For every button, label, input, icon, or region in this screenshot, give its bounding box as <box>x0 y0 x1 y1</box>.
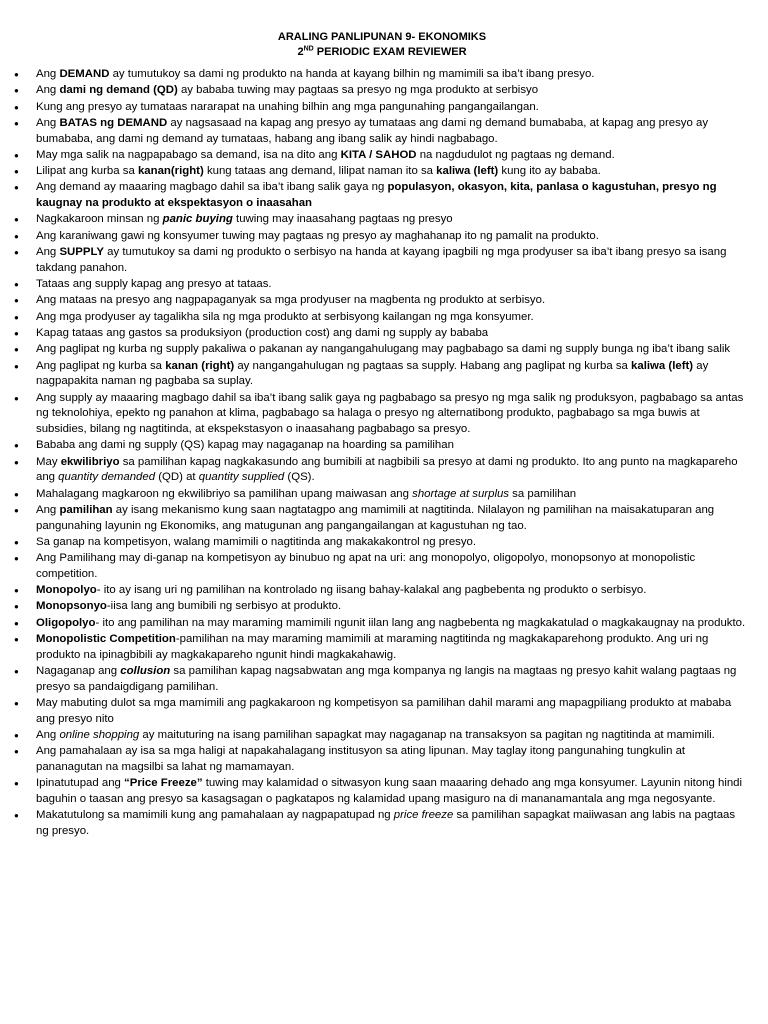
emphasized-text: pamilihan <box>59 503 113 516</box>
item-text: - ito ang pamilihan na may maraming mamimili ngunit iilan lang ang nagbebenta ng magkakatulad o magkakaugnay na produkto. <box>95 616 746 629</box>
list-item <box>14 245 750 276</box>
item-text: tuwing may inaasahang pagtaas ng presyo <box>232 213 453 226</box>
item-text: Lilipat ang kurba sa <box>36 165 138 178</box>
emphasized-text: quantity supplied <box>198 471 285 484</box>
item-text: -pamilihan na may maraming mamimili at maraming nagtitinda ng magkakaparehong produkto. Ang uri ng produkto na ipinagbibili ay magkakapareho ngunit hindi magkakahawig. <box>36 633 709 661</box>
list-item <box>14 551 750 582</box>
list-item <box>14 696 750 727</box>
item-text: Nagaganap ang <box>36 665 121 678</box>
item-text: Ang pamahalaan ay isa sa mga haligi at napakahalagang institusyon sa ating lipunan. May taglay itong pangunahing tungkulin at pananagutan na magsilbi sa lahat ng mamamayan. <box>36 745 686 774</box>
list-item <box>14 728 750 744</box>
list-item <box>14 326 750 342</box>
item-text: Ang <box>36 68 60 80</box>
item-text: (QS). <box>284 471 315 484</box>
emphasized-text: price freeze <box>393 809 454 822</box>
item-text: ay nangangahulugan ng pagtaas sa supply. Habang ang paglipat ng kurba sa <box>234 359 632 372</box>
list-item <box>14 455 750 486</box>
list-item <box>14 632 750 663</box>
document-header <box>14 30 750 60</box>
item-text: kung tataas ang demand, lilipat naman ito sa <box>203 165 437 178</box>
list-item <box>14 100 750 116</box>
emphasized-text: Monopsonyo <box>36 600 107 613</box>
item-text: ay maituturing na isang pamilihan sapagkat may nagaganap na transaksyon sa pagitan ng nagtitinda at mamimili. <box>139 729 715 742</box>
emphasized-text: SUPPLY <box>59 246 104 259</box>
list-item <box>14 616 750 632</box>
item-text: Ang <box>36 503 60 516</box>
list-item <box>14 744 750 775</box>
item-text: sa pamilihan sapagkat maiiwasan ang labis na pagtaas ng presyo. <box>36 809 736 838</box>
list-item <box>14 310 750 326</box>
item-text: ay nagpapakita naman ng pagbaba sa suplay. <box>36 359 709 388</box>
list-item <box>14 293 750 309</box>
list-item <box>14 83 750 99</box>
list-item <box>14 164 750 180</box>
item-text: Ang paglipat ng kurba sa <box>36 359 166 372</box>
list-item <box>14 180 750 211</box>
emphasized-text: Monopolyo <box>36 584 97 597</box>
list-item <box>14 391 750 438</box>
item-text: kung ito ay bababa. <box>498 165 601 178</box>
emphasized-text: online shopping <box>59 729 140 742</box>
item-text: Tataas ang supply kapag ang presyo at tataas. <box>36 278 272 291</box>
list-item <box>14 148 750 164</box>
item-text: Mahalagang magkaroon ng ekwilibriyo sa pamilihan upang maiwasan ang <box>36 487 413 500</box>
document-title: ARALING PANLIPUNAN 9- EKONOMIKS <box>277 31 487 43</box>
item-text: Ang <box>36 116 60 129</box>
item-text: ay tumutukoy sa dami ng produkto o serbisyo na handa at kayang ipagbili ng mga prodyuser sa iba’t ibang presyo sa isang takdang panahon. <box>36 246 727 274</box>
subtitle-superscript: ND <box>303 45 314 53</box>
list-item <box>14 342 750 358</box>
item-text: tuwing may kalamidad o sitwasyon kung saan maaaring dehado ang mga konsyumer. Layunin nitong hindi baguhin o taasan ang presyo sa kasagsagan o pagkatapos ng kalamidad upang masiguro na di mananamantala ang mga negosyante. <box>36 777 743 806</box>
list-item <box>14 503 750 534</box>
emphasized-text: ekwilibriyo <box>60 455 120 468</box>
list-item <box>14 535 750 551</box>
item-text: Sa ganap na kompetisyon, walang mamimili o nagtitinda ang makakakontrol ng presyo. <box>36 535 477 548</box>
emphasized-text: KITA / SAHOD <box>340 148 417 161</box>
list-item <box>14 212 750 228</box>
item-text: Ang demand ay maaaring magbago dahil sa iba’t ibang salik gaya ng <box>36 181 388 194</box>
emphasized-text: dami ng demand (QD) <box>59 84 178 97</box>
emphasized-text: kanan(right) <box>137 165 204 178</box>
list-item <box>14 664 750 695</box>
item-text: - ito ay isang uri ng pamilihan na kontrolado ng iisang bahay-kalakal ang pagbebenta ng produkto o serbisyo. <box>96 584 647 597</box>
item-text: Ang mga prodyuser ay tagalikha sila ng mga produkto at serbisyong kailangan ng mga konsyumer. <box>36 310 534 323</box>
item-text: Ang <box>36 729 60 742</box>
emphasized-text: quantity demanded <box>58 471 156 484</box>
item-text: Kung ang presyo ay tumataas nararapat na unahing bilhin ang mga pangunahing pangangailangan. <box>36 100 539 113</box>
item-text: Nagkakaroon minsan ng <box>36 213 163 226</box>
emphasized-text: shortage at surplus <box>412 487 510 500</box>
item-text: Bababa ang dami ng supply (QS) kapag may nagaganap na hoarding sa pamilihan <box>36 439 454 452</box>
reviewer-bullet-list <box>14 67 750 840</box>
list-item <box>14 277 750 293</box>
item-text: (QD) at <box>155 471 199 484</box>
item-text: Ang <box>36 246 60 259</box>
item-text: Ang paglipat ng kurba ng supply pakaliwa o pakanan ay nangangahulugang may pagbabago sa dami ng supply bunga ng iba’t ibang salik <box>36 343 731 356</box>
document-subtitle <box>14 45 750 60</box>
list-item <box>14 776 750 807</box>
item-text: May mabuting dulot sa mga mamimili ang pagkakaroon ng kompetisyon sa pamilihan dahil marami ang mapagpiliang produkto at mababa ang presyo nito <box>36 697 732 725</box>
item-text: Ang mataas na presyo ang nagpapaganyak sa mga prodyuser na magbenta ng produkto at serbisyo. <box>36 294 546 307</box>
emphasized-text: Monopolistic Competition <box>36 633 176 646</box>
list-item <box>14 67 750 83</box>
emphasized-text: panic buying <box>162 213 233 226</box>
list-item <box>14 116 750 147</box>
emphasized-text: Oligopolyo <box>36 616 96 629</box>
list-item <box>14 438 750 454</box>
list-item <box>14 487 750 503</box>
item-text: Ang Pamilihang may di-ganap na kompetisyon ay binubuo ng apat na uri: ang monopolyo, oligopolyo, monopsonyo at monopolistic competition. <box>36 552 696 580</box>
item-text: Kapag tataas ang gastos sa produksiyon (production cost) ang dami ng supply ay bababa <box>36 326 489 339</box>
list-item <box>14 359 750 390</box>
list-item <box>14 599 750 615</box>
emphasized-text: DEMAND <box>59 68 110 80</box>
emphasized-text: kanan (right) <box>165 359 235 372</box>
emphasized-text: collusion <box>120 665 171 678</box>
item-text: ay isang mekanismo kung saan nagtatagpo ang mamimili at nagtitinda. Nilalayon ng pamilihan na maisakatuparan ang pangunahing layunin ng Ekonomiks, ang matugunan ang pangangailangan at kagustuhan ng tao. <box>36 503 715 532</box>
item-text: Ang karaniwang gawi ng konsyumer tuwing may pagtaas ng presyo ay maghahanap ito ng pamalit na produkto. <box>36 229 599 242</box>
item-text: ay nagsasaad na kapag ang presyo ay tumataas ang dami ng demand bumababa, at kapag ang presyo ay bumababa, ang dami ng demand ay tumataas, habang ang ibang salik ay hindi nagbabago. <box>36 116 709 145</box>
list-item <box>14 583 750 599</box>
item-text: sa pamilihan <box>509 487 577 500</box>
subtitle-text: PERIODIC EXAM REVIEWER <box>313 46 467 58</box>
item-text: ay tumutukoy sa dami ng produkto na handa at kayang bilhin ng mamimili sa iba’t ibang presyo. <box>109 68 595 80</box>
item-text: -iisa lang ang bumibili ng serbisyo at produkto. <box>106 600 342 613</box>
item-text: na nagdudulot ng pagtaas ng demand. <box>416 148 615 161</box>
subtitle-number: 2 <box>297 46 304 58</box>
item-text: sa pamilihan kapag nagkakasundo ang bumibili at nagbibili sa presyo at dami ng produkto. Ito ang punto na magkapareho ang <box>36 455 738 484</box>
emphasized-text: kaliwa (left) <box>436 165 499 178</box>
item-text: Ipinatutupad ang <box>36 777 125 790</box>
item-text: Ang supply ay maaaring magbago dahil sa iba’t ibang salik gaya ng pagbabago sa presyo ng mga salik ng produksyon, pagbabago sa antas ng teknolohiya, epekto ng panahon at klima, pagbabago sa halaga o presyo ng alternatibong produkto, pagbabago sa mga buwis at subsidies, bilang ng nagtitinda, at ekspekstasyon o inaasahang pagbabago sa presyo. <box>36 391 744 435</box>
item-text: sa pamilihan kapag nagsabwatan ang mga kompanya ng langis na magtaas ng presyo kahit walang pagtaas ng presyo sa pandaigdigang pamilihan. <box>36 665 737 693</box>
item-text: Makatutulong sa mamimili kung ang pamahalaan ay nagpapatupad ng <box>36 809 394 822</box>
list-item <box>14 808 750 839</box>
emphasized-text: BATAS ng DEMAND <box>59 116 168 129</box>
list-item <box>14 229 750 245</box>
emphasized-text: “Price Freeze” <box>124 777 203 790</box>
item-text: May mga salik na nagpapabago sa demand, isa na dito ang <box>36 148 341 161</box>
emphasized-text: kaliwa (left) <box>631 359 694 372</box>
item-text: ay bababa tuwing may pagtaas sa presyo ng mga produkto at serbisyo <box>177 84 539 97</box>
item-text: Ang <box>36 84 60 97</box>
item-text: May <box>36 455 61 468</box>
emphasized-text: populasyon, okasyon, kita, panlasa o kagustuhan, presyo ng kaugnay na produkto at ekspektasyon o inaasahan <box>36 181 717 210</box>
